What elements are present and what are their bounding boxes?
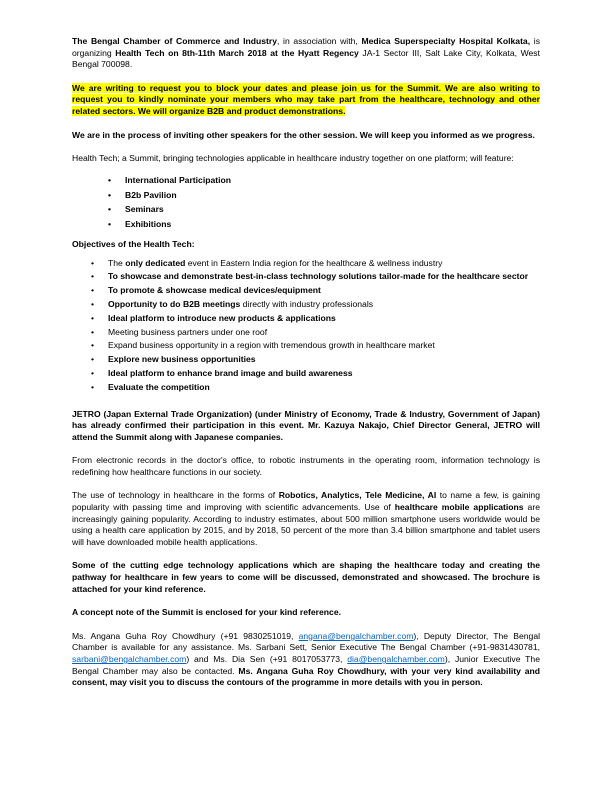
objective-item: • Explore new business opportunities <box>108 353 540 367</box>
objective-item: • To promote & showcase medical devices/equipment <box>108 284 540 298</box>
feature-item: • Seminars <box>125 202 540 217</box>
intro-paragraph <box>72 36 540 71</box>
email-link-sarbani[interactable]: sarbani@bengalchamber.com <box>72 654 187 664</box>
cutting-edge-paragraph: Some of the cutting edge technology applications which are shaping the healthcare today and creating the pathway for healthcare in few years to come will be discussed, demonstrated and showcased. The brochure is attached for your kind reference. <box>72 560 540 594</box>
feature-list <box>72 173 540 232</box>
org-name-bcci: The Bengal Chamber of Commerce and Industry <box>72 36 277 46</box>
org-name-medica: Medica Superspecialty Hospital Kolkata, <box>361 36 531 46</box>
speakers-paragraph: We are in the process of inviting other speakers for the other session. We will keep you informed as we progress. <box>72 129 535 140</box>
event-address: JA-1 Sector III, Salt Lake City, Kolkata, West Bengal 700098. <box>72 47 540 70</box>
objective-item: • The only dedicated event in Eastern India region for the healthcare & wellness industry <box>108 257 540 271</box>
summit-description: Health Tech; a Summit, bringing technologies applicable in healthcare industry together on one platform; will feature: <box>72 153 514 164</box>
concept-note-paragraph: A concept note of the Summit is enclosed for your kind reference. <box>72 607 342 618</box>
records-paragraph: From electronic records in the doctor's office, to robotic instruments in the operating room, information technology is redefining how healthcare functions in our society. <box>72 455 540 477</box>
highlighted-request: We are writing to request you to block your dates and please join us for the Summit. We are also writing to request you to kindly nominate your members who may take part from the healthcare, technology and other related sectors. We will organize B2B and product demonstrations. <box>72 82 540 116</box>
intro-text-1: , in association with, <box>276 36 362 46</box>
feature-item: • International Participation <box>125 173 540 188</box>
request-paragraph <box>72 83 540 118</box>
email-link-dia[interactable]: dia@bengalchamber.com <box>347 654 445 664</box>
email-link-angana[interactable]: angana@bengalchamber.com <box>298 630 414 641</box>
letter-body <box>72 36 540 689</box>
feature-item: • B2b Pavilion <box>125 188 540 203</box>
feature-item: • Exhibitions <box>125 217 540 232</box>
contacts-paragraph: Ms. Angana Guha Roy Chowdhury (+91 9830251019, angana@bengalchamber.com), Deputy Director, The Bengal Chamber is available for any assistance. Ms. Sarbani Sett, Senior Executive The Bengal Chamber (+91-9831430781, sarbani@bengalchamber.com) and Ms. Dia Sen (+91 8017053773, dia@bengalchamber.com), Junior Executive The Bengal Chamber may also be contacted. Ms. Angana Guha Roy Chowdhury, with your very kind availability and consent, may visit you to discuss the contours of the programme in more details with you in person. <box>72 630 541 688</box>
intro-text-2: is organizing <box>72 36 540 58</box>
jetro-paragraph: JETRO (Japan External Trade Organization) (under Ministry of Economy, Trade & Industry, Government of Japan) has already confirmed their participation in this event. Mr. Kazuya Nakajo, Chief Director General, JETRO will attend the Summit along with Japanese companies. <box>72 408 540 442</box>
objective-item: • Ideal platform to enhance brand image and build awareness <box>108 367 540 381</box>
objective-item: • Ideal platform to introduce new products & applications <box>108 312 540 326</box>
event-details: Health Tech on 8th-11th March 2018 at the Hyatt Regency <box>115 47 359 58</box>
objective-item: • Expand business opportunity in a region with tremendous growth in healthcare market <box>108 339 540 353</box>
technology-paragraph: The use of technology in healthcare in the forms of Robotics, Analytics, Tele Medicine, AI to name a few, is gaining popularity with passing time and improving with scientific advancements. Use of healthcare mobile applications are increasingly gaining popularity. According to industry estimates, about 500 million smartphone users worldwide would be using a health care application by 2015, and by 2018, 50 percent of the more than 3.4 billion smartphone and tablet users will have downloaded mobile health applications. <box>72 490 540 547</box>
objective-item: • Opportunity to do B2B meetings directly with industry professionals <box>108 298 540 312</box>
objective-item: • To showcase and demonstrate best-in-class technology solutions tailor-made for the healthcare sector <box>108 270 540 284</box>
objectives-heading: Objectives of the Health Tech: <box>72 238 195 249</box>
objective-item: • Meeting business partners under one roof <box>108 326 540 340</box>
objectives-list <box>72 257 540 395</box>
objective-item: • Evaluate the competition <box>108 381 540 395</box>
